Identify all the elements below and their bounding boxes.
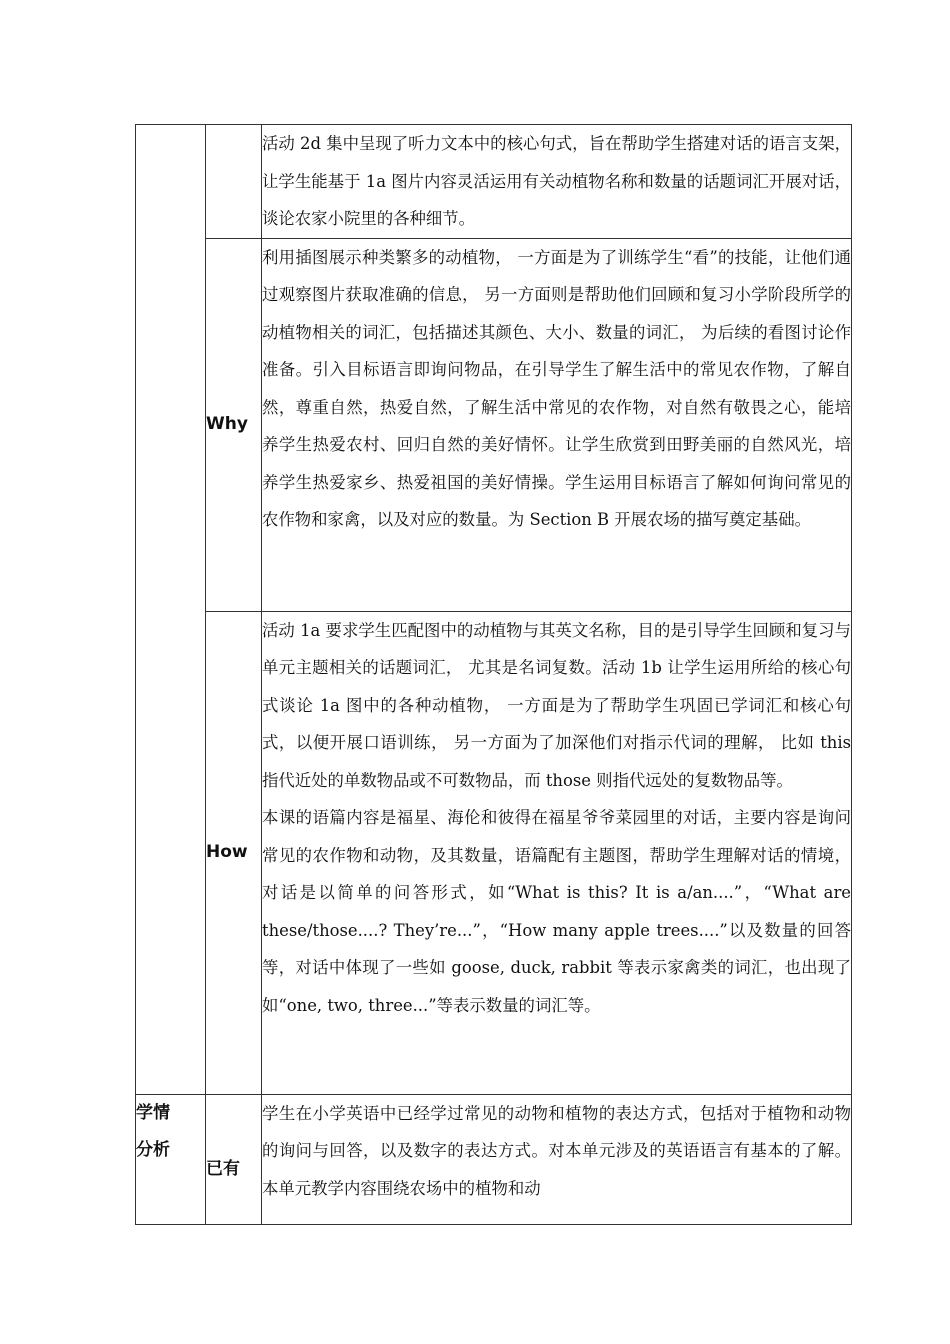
content-cell (262, 125, 852, 239)
category-xueqing (136, 1094, 206, 1224)
label-yiyou (206, 1094, 262, 1224)
paragraph-xueqing: 学生在小学英语中已经学过常见的动物和植物的表达方式，包括对于植物和动物的询问与回答，以及数字的表达方式。对本单元涉及的英语语言有基本的了解。本单元教学内容围绕农场中的植物和动 (262, 1103, 851, 1198)
yiyou-label: 已有 (206, 1158, 240, 1179)
why-label: Why (206, 413, 248, 434)
content-cell (262, 611, 852, 1094)
label-cell-empty (206, 125, 262, 239)
paragraph-why: 利用插图展示种类繁多的动植物， 一方面是为了训练学生“看”的技能，让他们通过观察图片获取准确的信息， 另一方面则是帮助他们回顾和复习小学阶段所学的动植物相关的词汇，包括描述其颜色、大小、数量的词汇， 为后续的看图讨论作准备。引入目标语言即询问物品，在引导学生了解生活中的常见农作物，了解自然，尊重自然，热爱自然，了解生活中常见的农作物，对自然有敬畏之心，能培养学生热爱农村、回归自然的美好情怀。让学生欣赏到田野美丽的自然风光，培养学生热爱家乡、热爱祖国的美好情操。学生运用目标语言了解如何询问常见的农作物和家禽，以及对应的数量。为 Section B 开展农场的描写奠定基础。 (262, 247, 851, 529)
category-label: 学情分析 (136, 1102, 170, 1160)
table-row (136, 611, 852, 1094)
paragraph-how-2: 本课的语篇内容是福星、海伦和彼得在福星爷爷菜园里的对话，主要内容是询问常见的农作物和动物，及其数量，语篇配有主题图，帮助学生理解对话的情境，对话是以简单的问答形式，如“What is this? It is a/an....”，“What are these/those....? They’re...”，“How many apple trees....”以及数量的回答等，对话中体现了一些如 goose, duck, rabbit 等表示家禽类的词汇，也出现了如“one, two, three...”等表示数量的词汇等。 (262, 808, 851, 1015)
paragraph-activity-2d: 活动 2d 集中呈现了听力文本中的核心句式，旨在帮助学生搭建对话的语言支架， 让学生能基于 1a 图片内容灵活运用有关动植物名称和数量的话题词汇开展对话， 谈论农家小院里的各种细节。 (262, 134, 851, 228)
content-cell (262, 1094, 852, 1224)
how-label: How (206, 841, 248, 862)
label-how (206, 611, 262, 1094)
content-cell (262, 238, 852, 611)
table-row (136, 125, 852, 239)
label-why (206, 238, 262, 611)
table-row (136, 238, 852, 611)
table-row (136, 1094, 852, 1224)
category-cell-empty (136, 125, 206, 1095)
paragraph-how-1: 活动 1a 要求学生匹配图中的动植物与其英文名称，目的是引导学生回顾和复习与单元主题相关的话题词汇， 尤其是名词复数。活动 1b 让学生运用所给的核心句式谈论 1a 图中的各种动植物， 一方面是为了帮助学生巩固已学词汇和核心句式，以便开展口语训练， 另一方面为了加深他们对指示代词的理解， 比如 this 指代近处的单数物品或不可数物品，而 those 则指代远处的复数物品等。 (262, 620, 851, 790)
analysis-table (135, 124, 852, 1225)
